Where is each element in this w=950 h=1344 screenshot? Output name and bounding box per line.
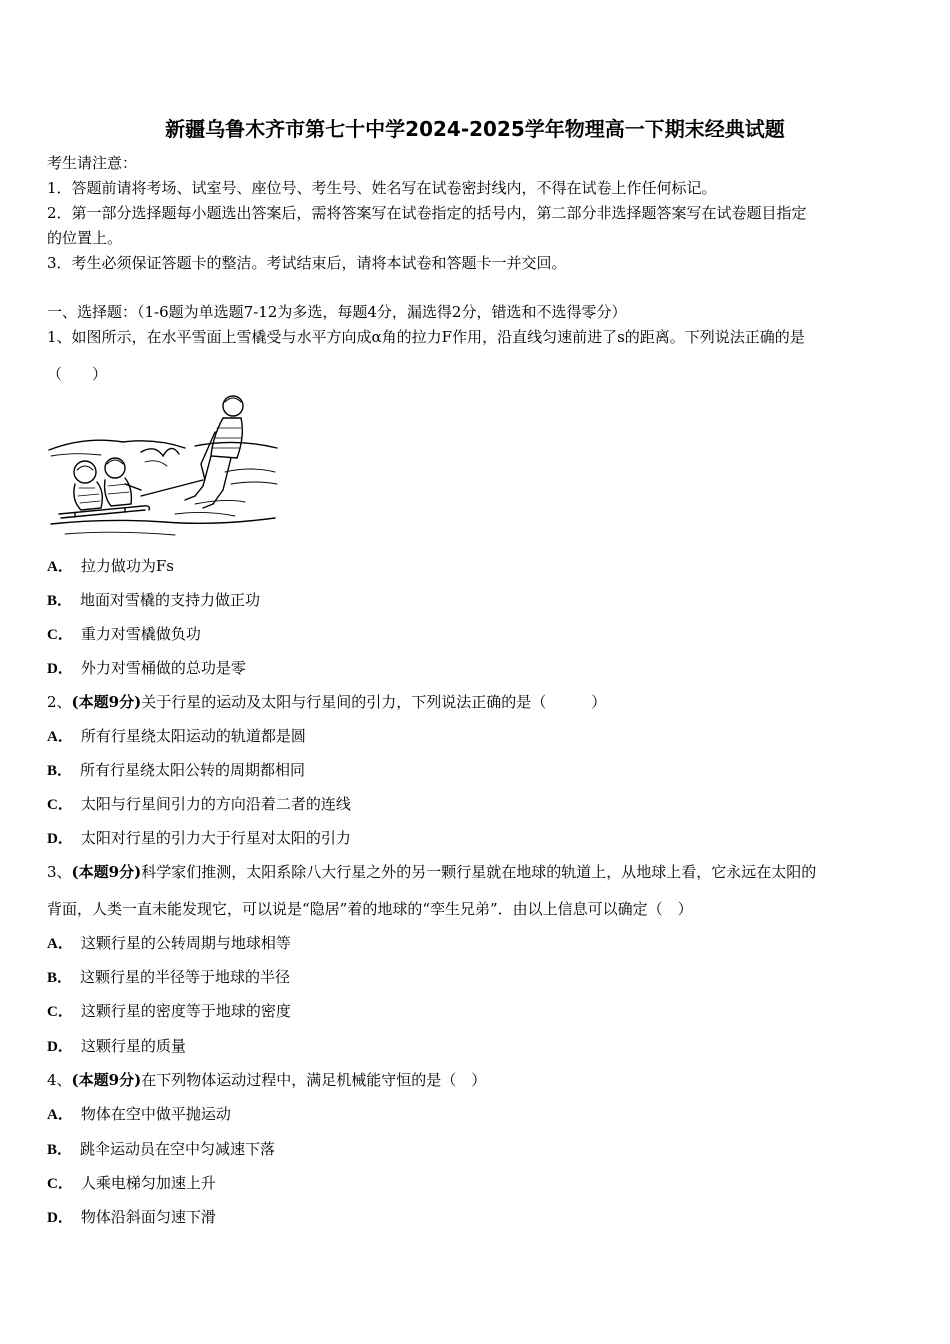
option-letter: B．	[47, 1142, 73, 1158]
option-text: 物体沿斜面匀速下滑	[80, 1208, 216, 1226]
option-letter: A．	[47, 1107, 73, 1123]
option-letter: D．	[47, 831, 73, 847]
q4-option-a	[47, 1104, 231, 1125]
question-3-stem-cont: 背面，人类一直未能发现它，可以说是“隐居”着的地球的“孪生兄弟”．由以上信息可以确定（ ）	[47, 900, 693, 918]
option-letter: D．	[47, 1210, 73, 1226]
question-1-bracket: （ ）	[47, 365, 108, 383]
notice-item: 3．考生必须保证答题卡的整洁。考试结束后，请将本试卷和答题卡一并交回。	[47, 254, 567, 272]
option-letter: D．	[47, 661, 73, 677]
q3-option-b	[47, 967, 290, 988]
option-letter: C．	[47, 797, 73, 813]
option-letter: C．	[47, 1004, 73, 1020]
option-letter: D．	[47, 1039, 73, 1055]
notice-item: 的位置上。	[47, 229, 123, 247]
question-3-stem	[47, 862, 816, 882]
question-text: 科学家们推测，太阳系除八大行星之外的另一颗行星就在地球的轨道上，从地球上看，它永远在太阳的	[141, 863, 817, 881]
question-number: 3、	[47, 863, 72, 881]
q4-option-d	[47, 1207, 216, 1228]
q2-option-d	[47, 828, 351, 849]
option-letter: B．	[47, 593, 73, 609]
question-4-stem	[47, 1070, 486, 1090]
q1-option-a	[47, 556, 174, 577]
q2-option-a	[47, 726, 306, 747]
option-text: 这颗行星的质量	[80, 1037, 186, 1055]
q3-option-a	[47, 933, 291, 954]
option-text: 这颗行星的公转周期与地球相等	[80, 934, 291, 952]
option-letter: C．	[47, 1176, 73, 1192]
option-letter: C．	[47, 627, 73, 643]
option-text: 太阳对行星的引力大于行星对太阳的引力	[80, 829, 351, 847]
question-2-stem	[47, 692, 606, 712]
option-text: 重力对雪橇做负功	[80, 625, 201, 643]
question-score: (本题9分)	[71, 863, 142, 881]
q1-option-c	[47, 624, 201, 645]
q4-option-c	[47, 1173, 216, 1194]
notice-item: 1．答题前请将考场、试室号、座位号、考生号、姓名写在试卷密封线内，不得在试卷上作任何标记。	[47, 179, 717, 197]
option-letter: A．	[47, 559, 73, 575]
q4-option-b	[47, 1139, 275, 1160]
option-letter: B．	[47, 763, 73, 779]
question-text: 关于行星的运动及太阳与行星间的引力，下列说法正确的是（ ）	[141, 693, 607, 711]
question-score: (本题9分)	[71, 693, 142, 711]
option-text: 所有行星绕太阳运动的轨道都是圆	[80, 727, 306, 745]
question-text: 在下列物体运动过程中，满足机械能守恒的是（ ）	[141, 1071, 487, 1089]
question-number: 4、	[47, 1071, 72, 1089]
notice-item: 2．第一部分选择题每小题选出答案后，需将答案写在试卷指定的括号内，第二部分非选择题答案写在试卷题目指定	[47, 204, 807, 222]
option-text: 外力对雪桶做的总功是零	[80, 659, 246, 677]
q1-option-b	[47, 590, 260, 611]
sled-figure	[45, 392, 281, 542]
option-text: 太阳与行星间引力的方向沿着二者的连线	[80, 795, 351, 813]
option-text: 这颗行星的半径等于地球的半径	[80, 968, 291, 986]
option-text: 人乘电梯匀加速上升	[80, 1174, 216, 1192]
q3-option-c	[47, 1001, 291, 1022]
section-heading: 一、选择题：（1-6题为单选题7-12为多选，每题4分，漏选得2分，错选和不选得零分）	[47, 303, 627, 321]
option-letter: A．	[47, 729, 73, 745]
q2-option-c	[47, 794, 351, 815]
question-number: 2、	[47, 693, 72, 711]
option-letter: A．	[47, 936, 73, 952]
option-text: 地面对雪橇的支持力做正功	[80, 591, 261, 609]
option-text: 拉力做功为Fs	[80, 557, 174, 575]
question-1-stem: 1、如图所示，在水平雪面上雪橇受与水平方向成α角的拉力F作用，沿直线匀速前进了s的距离。下列说法正确的是	[47, 328, 805, 346]
option-letter: B．	[47, 970, 73, 986]
question-score: (本题9分)	[71, 1071, 142, 1089]
q1-option-d	[47, 658, 246, 679]
page-title: 新疆乌鲁木齐市第七十中学2024-2025学年物理高一下期末经典试题	[165, 117, 785, 141]
notice-heading: 考生请注意：	[47, 154, 138, 172]
option-text: 物体在空中做平抛运动	[80, 1105, 231, 1123]
option-text: 这颗行星的密度等于地球的密度	[80, 1002, 291, 1020]
option-text: 跳伞运动员在空中匀减速下落	[80, 1140, 276, 1158]
q2-option-b	[47, 760, 305, 781]
option-text: 所有行星绕太阳公转的周期都相同	[80, 761, 306, 779]
q3-option-d	[47, 1036, 186, 1057]
